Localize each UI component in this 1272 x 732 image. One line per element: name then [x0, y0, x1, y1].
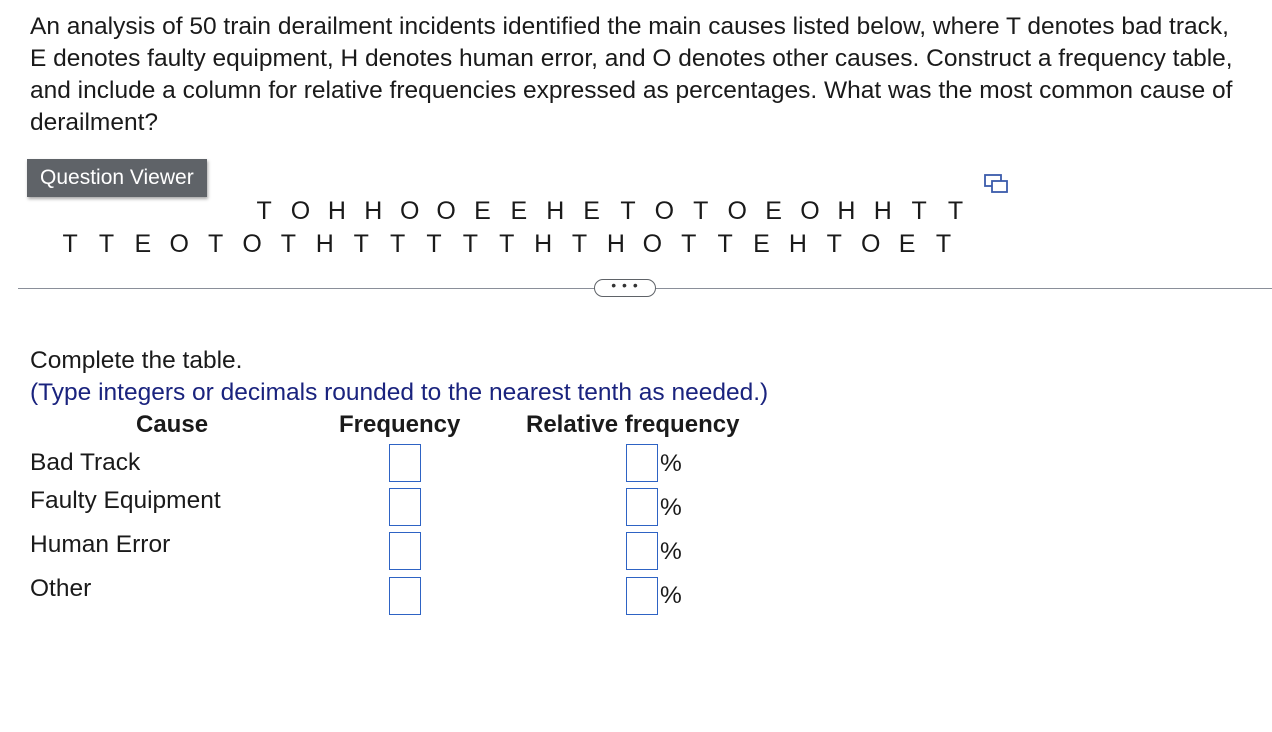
data-letter: H — [327, 197, 346, 225]
data-letter: O — [654, 197, 675, 225]
data-letter: T — [499, 230, 515, 258]
copy-data-icon[interactable] — [983, 173, 1009, 195]
data-letter: T — [911, 197, 927, 225]
data-letter: T — [426, 230, 442, 258]
data-letter: E — [765, 197, 782, 225]
data-letter: T — [208, 230, 224, 258]
question-viewer-label: Question Viewer — [27, 159, 207, 197]
data-letter: T — [717, 230, 733, 258]
data-letter: T — [256, 197, 272, 225]
data-letter: H — [315, 230, 334, 258]
data-letter: O — [436, 197, 456, 225]
header-cause: Cause — [136, 411, 209, 438]
data-letter: T — [693, 197, 709, 225]
percent-sign: % — [660, 538, 682, 565]
data-letter: O — [242, 230, 262, 258]
frequency-input-bad-track[interactable] — [389, 444, 421, 482]
data-letter: H — [534, 230, 553, 258]
data-letter: E — [583, 197, 600, 225]
row-label-human-error: Human Error — [30, 531, 171, 558]
question-text: An analysis of 50 train derailment incidents identified the main causes listed below, where T denotes bad track, E denotes faulty equipment, H denotes human error, and O denotes other causes. Construct a frequency table, and include a column for relative frequencies expressed as percentages. What was the most common cause of derailment? — [30, 13, 1233, 136]
percent-sign: % — [660, 494, 682, 521]
answer-format-hint: (Type integers or decimals rounded to the nearest tenth as needed.) — [30, 379, 769, 406]
data-letter: O — [169, 230, 189, 258]
data-letter: O — [399, 197, 420, 225]
expand-button[interactable]: • • • — [594, 279, 656, 297]
percent-sign: % — [660, 582, 682, 609]
row-label-faulty-equipment: Faulty Equipment — [30, 487, 221, 514]
frequency-input-faulty-equipment[interactable] — [389, 488, 421, 526]
data-letter: T — [280, 230, 297, 258]
relative-input-other[interactable] — [626, 577, 658, 615]
data-letter: O — [860, 230, 881, 258]
data-letter: T — [935, 230, 952, 258]
data-letter: H — [606, 230, 625, 258]
relative-input-human-error[interactable] — [626, 532, 658, 570]
data-letter: O — [290, 197, 311, 225]
data-letter: T — [462, 230, 479, 258]
data-letter: T — [826, 230, 842, 258]
percent-sign: % — [660, 450, 682, 477]
data-row-2 — [38, 199, 962, 259]
header-relative-frequency: Relative frequency — [526, 411, 740, 438]
frequency-input-human-error[interactable] — [389, 532, 421, 570]
row-label-other: Other — [30, 575, 92, 602]
data-letter: H — [788, 230, 807, 258]
data-letter: H — [837, 197, 856, 225]
data-letter: T — [681, 230, 697, 258]
data-letter: O — [727, 197, 747, 225]
data-letter: E — [510, 197, 528, 225]
data-letter: T — [98, 230, 115, 258]
data-letter: H — [364, 197, 383, 225]
data-letter: T — [62, 230, 78, 258]
data-letter: E — [898, 230, 916, 258]
data-letter: T — [620, 197, 636, 225]
data-letter: O — [800, 197, 820, 225]
data-letter: T — [353, 230, 369, 258]
data-letter: E — [134, 230, 152, 258]
relative-input-faulty-equipment[interactable] — [626, 488, 658, 526]
relative-input-bad-track[interactable] — [626, 444, 658, 482]
data-letter: E — [753, 230, 770, 258]
row-label-bad-track: Bad Track — [30, 449, 141, 476]
data-letter: T — [389, 230, 406, 258]
data-letter: H — [873, 197, 892, 225]
instruction-text: Complete the table. — [30, 347, 243, 374]
data-letter: T — [947, 197, 964, 225]
data-letter: O — [642, 230, 663, 258]
header-frequency: Frequency — [339, 411, 461, 438]
data-letter: E — [474, 197, 491, 225]
data-letter: H — [546, 197, 565, 225]
frequency-input-other[interactable] — [389, 577, 421, 615]
data-letter: T — [571, 230, 588, 258]
